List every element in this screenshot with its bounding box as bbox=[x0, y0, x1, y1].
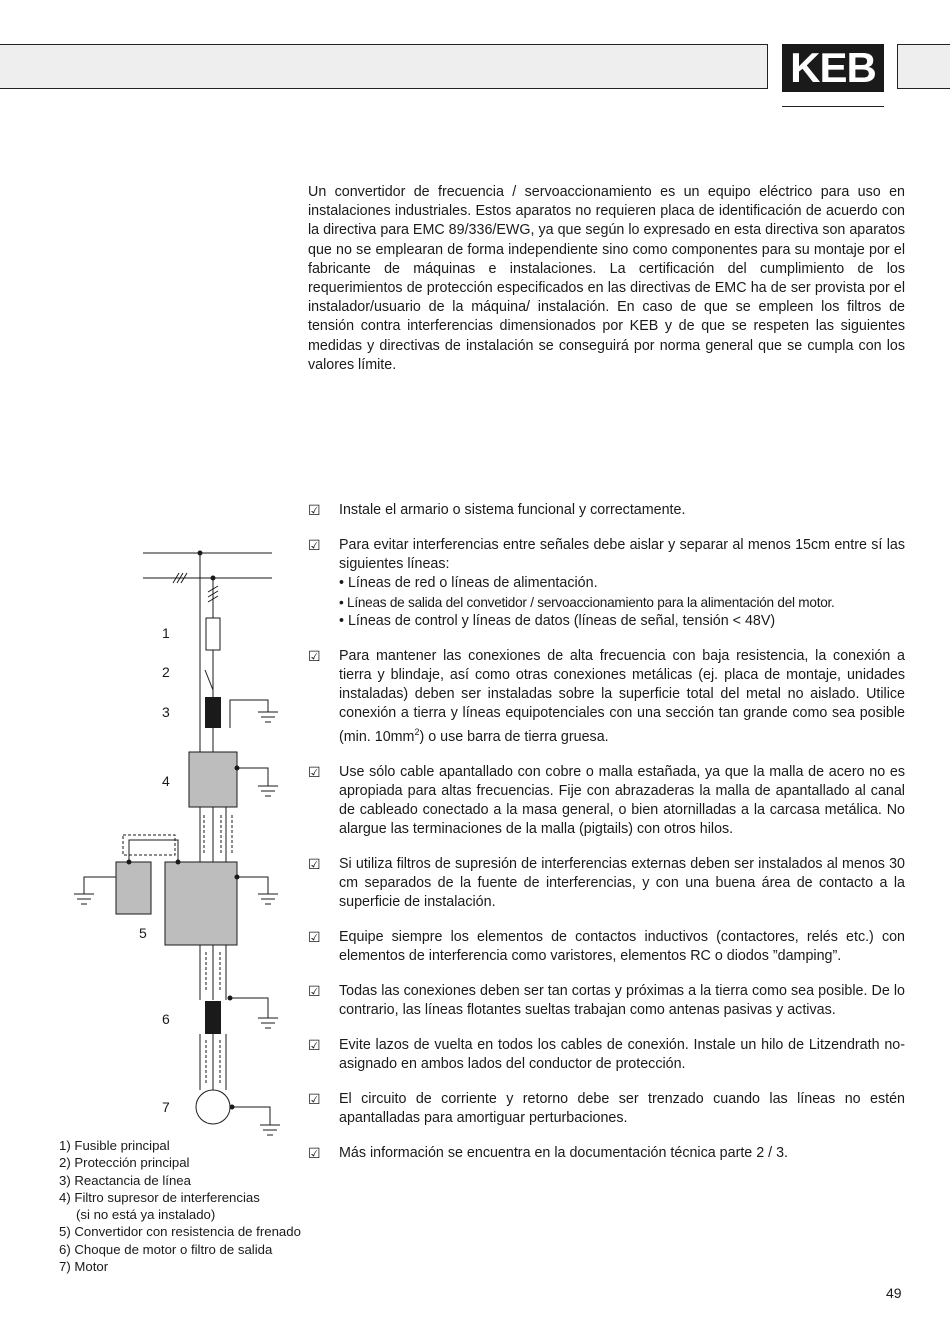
intro-paragraph: Un convertidor de frecuencia / servoaccionamiento es un equipo eléctrico para uso en instalaciones industriales. Estos aparatos no requieren placa de identificación de acuerdo con la directiva para EMC 89/336/EWG, ya que según lo expresado en esta directiva son aparatos que no se emplearan de forma independiente sino como componentes para su montaje por el fabricante de máquinas e instalaciones. La certificación del cumplimiento de los requerimientos de protección especificados en las directivas de EMC ha de ser provista por el instalador/usuario de la máquina/ instalación. En caso de que se empleen los filtros de tensión contra interferencias dimensionados por KEB y de que se respeten las siguientes medidas y directivas de instalación se conseguirá por norma general que se cumpla con los valores límite. bbox=[308, 184, 905, 373]
legend-item: (si no está ya instalado) bbox=[76, 1207, 216, 1223]
wiring-diagram bbox=[60, 540, 300, 1140]
checklist-item bbox=[308, 536, 905, 631]
logo-underline bbox=[782, 106, 884, 107]
legend-item: 6) Choque de motor o filtro de salida bbox=[59, 1241, 273, 1257]
checklist-item bbox=[308, 763, 905, 839]
checklist-text: Más información se encuentra en la documentación técnica parte 2 / 3. bbox=[339, 1144, 789, 1161]
checklist-item bbox=[308, 1090, 905, 1128]
checkbox-icon: ☑ bbox=[308, 763, 321, 780]
checkbox-icon: ☑ bbox=[308, 1144, 321, 1161]
checkbox-icon: ☑ bbox=[308, 982, 321, 999]
diagram-label: 5 bbox=[139, 925, 147, 941]
checklist-text: Todas las conexiones deben ser tan cortas y próximas a la tierra como sea posible. De lo contrario, las líneas flotantes sueltas trabajan como antenas pasivas y activas. bbox=[339, 982, 905, 1018]
legend-item: 1) Fusible principal bbox=[59, 1138, 170, 1153]
checklist-text: Equipe siempre los elementos de contactos inductivos (contactores, relés etc.) con elementos de interferencia como varistores, elementos RC o diodos ”damping”. bbox=[339, 928, 905, 964]
checklist-text: Use sólo cable apantallado con cobre o malla estañada, ya que la malla de acero no es apropiada para altas frecuencias. Fije con abrazaderas la malla de apantallado al canal de cableado conectado a la masa general, o bien atornilladas a la carcasa metálica. No alargue las terminaciones de la malla (pigtails) con otros hilos. bbox=[339, 763, 905, 837]
header-bar bbox=[0, 44, 768, 89]
superscript: 2 bbox=[414, 727, 420, 737]
checkbox-icon: ☑ bbox=[308, 928, 321, 945]
diagram-label: 6 bbox=[162, 1011, 170, 1027]
checklist-text bbox=[339, 648, 905, 745]
diagram-legend bbox=[59, 1137, 301, 1275]
checklist-item bbox=[308, 982, 905, 1020]
diagram-label: 1 bbox=[162, 625, 170, 641]
checklist-text: El circuito de corriente y retorno debe ser trenzado cuando las líneas no estén apantalladas para amortiguar perturbaciones. bbox=[339, 1090, 905, 1126]
checklist-item bbox=[308, 501, 905, 520]
checkbox-icon: ☑ bbox=[308, 1090, 321, 1107]
sub-list-item: • Líneas de red o líneas de alimentación. bbox=[339, 575, 598, 591]
checkbox-icon: ☑ bbox=[308, 855, 321, 872]
installation-checklist bbox=[308, 501, 905, 1179]
checkbox-icon: ☑ bbox=[308, 537, 321, 553]
checklist-item bbox=[308, 1144, 905, 1163]
checklist-text: Si utiliza filtros de supresión de interferencias externas deben ser instalados al menos 30 cm separados de la fuente de interferencias, y con una buena área de contacto a la superficie de instalación. bbox=[339, 855, 905, 910]
checklist-item bbox=[308, 1036, 905, 1074]
checkbox-icon: ☑ bbox=[308, 648, 321, 664]
diagram-label: 2 bbox=[162, 664, 170, 680]
keb-logo: KEB bbox=[782, 44, 884, 92]
checklist-text-part: ) o use barra de tierra gruesa. bbox=[419, 728, 609, 745]
checklist-text: Evite lazos de vuelta en todos los cables de conexión. Instale un hilo de Litzendrath no-asignado en ambos lados del conductor de protección. bbox=[339, 1036, 905, 1072]
diagram-label: 3 bbox=[162, 704, 170, 720]
legend-item: 5) Convertidor con resistencia de frenado bbox=[59, 1224, 301, 1240]
sub-list bbox=[339, 574, 905, 631]
page-number: 49 bbox=[886, 1285, 902, 1301]
legend-item: 2) Protección principal bbox=[59, 1155, 190, 1171]
checklist-item bbox=[308, 928, 905, 966]
sub-list-item: • Líneas de salida del convetidor / servoaccionamiento para la alimentación del motor. bbox=[339, 595, 835, 610]
diagram-label: 4 bbox=[162, 773, 170, 789]
checklist-text: Para evitar interferencias entre señales debe aislar y separar al menos 15cm entre sí las siguientes líneas: bbox=[339, 537, 905, 572]
legend-item: 3) Reactancia de línea bbox=[59, 1172, 191, 1188]
legend-item: 4) Filtro supresor de interferencias bbox=[59, 1189, 260, 1205]
legend-item: 7) Motor bbox=[59, 1259, 109, 1275]
checklist-item bbox=[308, 855, 905, 912]
checklist-text-part: Para mantener las conexiones de alta frecuencia con baja resistencia, la conexión a tierra y blindaje, así como otras conexiones metálicas (ej. placa de montaje, unidades instaladas) deben ser instaladas sobre la superficie total del metal no aislado. Utilice conexión a tierra y líneas equipotenciales con una sección tan grande como sea posible (min. 10mm bbox=[339, 648, 905, 745]
checkbox-icon: ☑ bbox=[308, 1036, 321, 1053]
header-bar-right bbox=[897, 44, 950, 89]
checklist-text: Instale el armario o sistema funcional y correctamente. bbox=[339, 502, 686, 518]
checklist-item bbox=[308, 647, 905, 747]
sub-list-item: • Líneas de control y líneas de datos (líneas de señal, tensión < 48V) bbox=[339, 613, 776, 629]
diagram-label: 7 bbox=[162, 1099, 170, 1115]
checkbox-icon: ☑ bbox=[308, 502, 321, 518]
